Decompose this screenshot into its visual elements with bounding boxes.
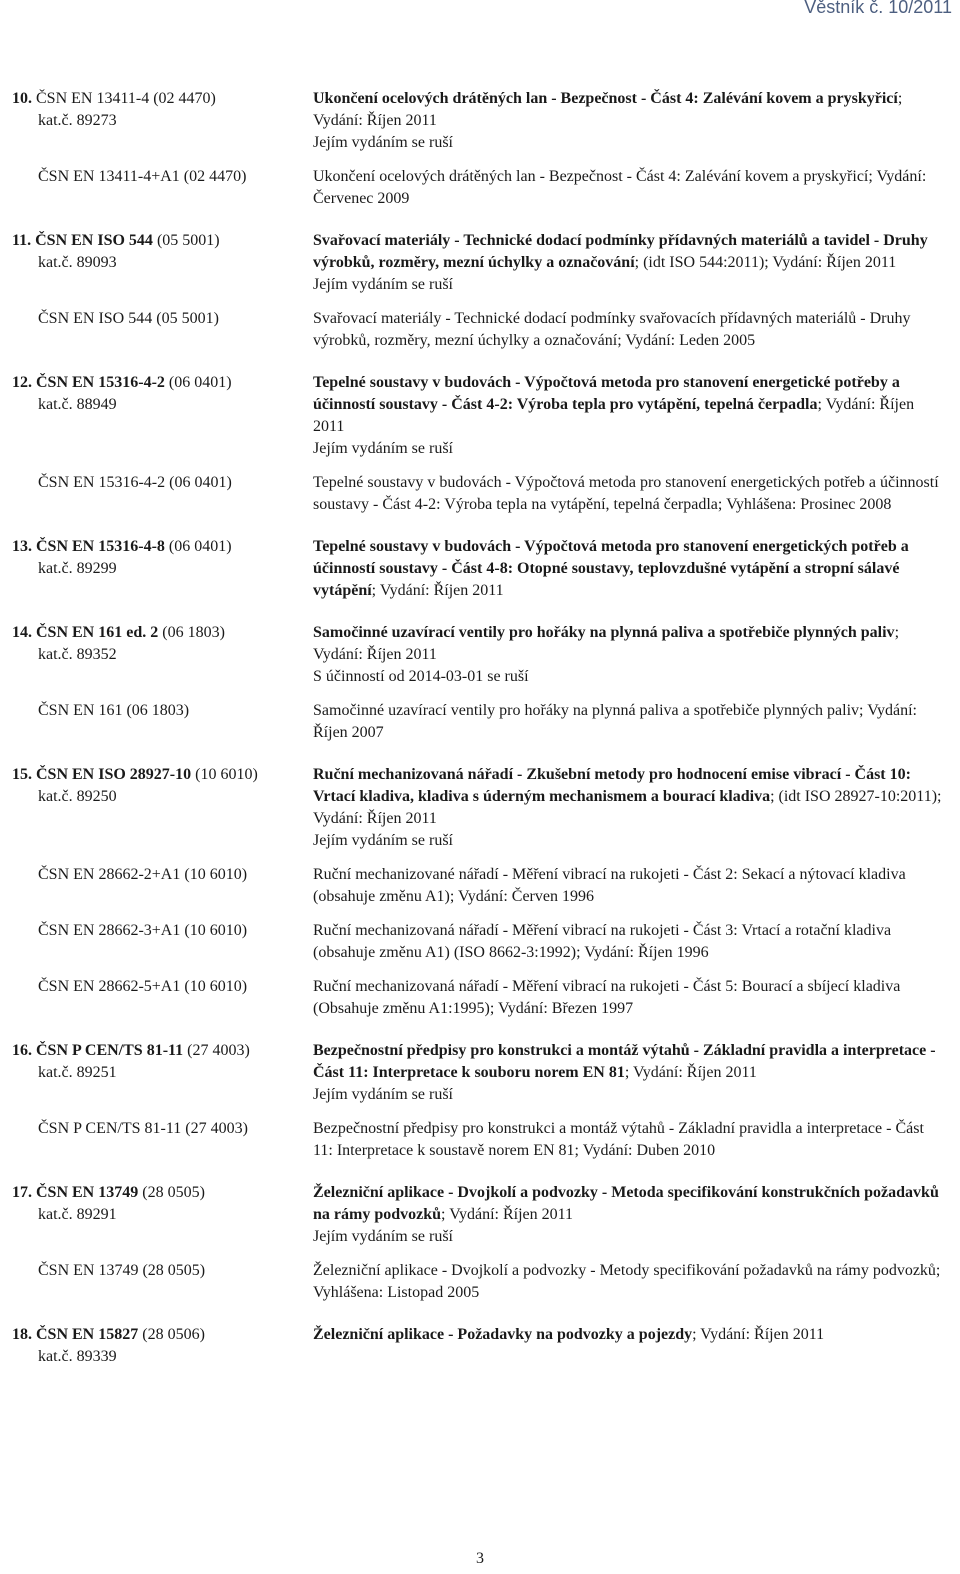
- replaced-standard-description: Ruční mechanizované nářadí - Měření vibrací na rukojeti - Část 2: Sekací a nýtovací kladiva (obsahuje změnu A1); Vydání: Červen 1996: [313, 866, 906, 905]
- catalog-number: kat.č. 89273: [38, 112, 117, 129]
- new-standard-row: [12, 536, 942, 602]
- standards-list: [12, 88, 942, 1388]
- replaced-standard-id: ČSN EN 28662-5+A1 (10 6010): [38, 978, 248, 995]
- replaced-standard-description: Tepelné soustavy v budovách - Výpočtová metoda pro stanovení energetických potřeb a účinností soustavy - Část 4-2: Výroba tepla na vytápění, tepelná čerpadla; Vyhlášena: Prosinec 2008: [313, 474, 939, 513]
- classification-code: (06 0401): [168, 374, 232, 391]
- replaced-standard-description: Bezpečnostní předpisy pro konstrukci a montáž výtahů - Základní pravidla a interpretace - Část 11: Interpretace k soustavě norem EN 81; Vydání: Duben 2010: [313, 1120, 924, 1159]
- catalog-number: kat.č. 89250: [38, 788, 117, 805]
- standard-id-column: [12, 1040, 313, 1106]
- issue-info: ; (idt ISO 28927-10:2011); Vydání: Říjen 2011: [313, 788, 942, 827]
- replacement-note: Jejím vydáním se ruší: [313, 276, 453, 293]
- standard-title: Samočinné uzavírací ventily pro hořáky na plynná paliva a spotřebiče plynných paliv: [313, 624, 895, 641]
- standard-title: Tepelné soustavy v budovách - Výpočtová metoda pro stanovení energetických potřeb a účinností soustavy - Část 4-8: Otopné soustavy, teplovzdušné vytápění a stropní sálavé vytápění: [313, 538, 909, 599]
- standard-title: Svařovací materiály - Technické dodací podmínky přídavných materiálů a tavidel - Druhy výrobků, rozměry, mezní úchylky a označování: [313, 232, 928, 271]
- catalog-number: kat.č. 89291: [38, 1206, 117, 1223]
- page-number: 3: [476, 1550, 484, 1567]
- classification-code: (28 0505): [142, 1184, 205, 1201]
- standard-description: [313, 230, 942, 296]
- catalog-number: kat.č. 89339: [38, 1348, 117, 1365]
- standard-id-column: [12, 622, 313, 688]
- classification-code: (05 5001): [156, 232, 220, 249]
- standard-description: [313, 88, 942, 154]
- standard-id: ČSN EN 161 ed. 2: [36, 624, 159, 641]
- standard-description: [313, 764, 942, 852]
- standard-id-line: [12, 622, 313, 644]
- entry-number: 10.: [12, 90, 32, 107]
- standard-id-line: [12, 764, 313, 786]
- replaced-standard-id-column: [12, 1260, 313, 1304]
- replaced-standard-row: [12, 472, 942, 516]
- new-standard-row: [12, 622, 942, 688]
- issue-info: ; Vydání: Říjen 2011: [313, 624, 900, 663]
- standard-id: ČSN EN 15827: [36, 1326, 139, 1343]
- classification-code: (28 0506): [142, 1326, 205, 1343]
- standard-id-column: [12, 764, 313, 852]
- replacement-note: S účinností od 2014-03-01 se ruší: [313, 668, 529, 685]
- catalog-number: kat.č. 88949: [38, 396, 117, 413]
- standard-title: Železniční aplikace - Požadavky na podvozky a pojezdy: [313, 1326, 693, 1343]
- standard-id-column: [12, 1324, 313, 1368]
- replaced-standard-row: [12, 864, 942, 908]
- replacement-note: Jejím vydáním se ruší: [313, 440, 453, 457]
- replaced-standard-id-column: [12, 920, 313, 964]
- replaced-standard-description: Ukončení ocelových drátěných lan - Bezpečnost - Část 4: Zalévání kovem a pryskyřicí; Vydání: Červenec 2009: [313, 168, 927, 207]
- catalog-number: kat.č. 89093: [38, 254, 117, 271]
- standard-id-line: [12, 230, 313, 252]
- standard-id: ČSN EN ISO 28927-10: [36, 766, 192, 783]
- standard-id-column: [12, 372, 313, 460]
- new-standard-row: [12, 88, 942, 154]
- standard-id-line: [12, 372, 313, 394]
- catalog-number: kat.č. 89352: [38, 646, 117, 663]
- entry-number: 15.: [12, 766, 32, 783]
- standard-id: ČSN EN ISO 544: [35, 232, 153, 249]
- replaced-standard-row: [12, 976, 942, 1020]
- issue-info: ; Vydání: Říjen 2011: [313, 396, 915, 435]
- standard-id: ČSN EN 15316-4-2: [36, 374, 165, 391]
- standard-entry: [12, 622, 942, 744]
- standard-title-block: [313, 764, 942, 830]
- issue-info: ; Vydání: Říjen 2011: [441, 1206, 574, 1223]
- classification-code: (10 6010): [195, 766, 258, 783]
- replaced-standard-row: [12, 700, 942, 744]
- standard-title: Bezpečnostní předpisy pro konstrukci a montáž výtahů - Základní pravidla a interpretace - Část 11: Interpretace k souboru norem EN 81: [313, 1042, 936, 1081]
- standard-entry: [12, 1040, 942, 1162]
- standard-entry: [12, 372, 942, 516]
- replacement-note: Jejím vydáním se ruší: [313, 832, 453, 849]
- standard-entry: [12, 1182, 942, 1304]
- catalog-number: kat.č. 89299: [38, 560, 117, 577]
- replaced-standard-id-column: [12, 864, 313, 908]
- issue-info: ; Vydání: Říjen 2011: [692, 1326, 825, 1343]
- new-standard-row: [12, 764, 942, 852]
- standard-id-column: [12, 536, 313, 602]
- standard-description: [313, 372, 942, 460]
- standard-title-block: [313, 230, 942, 274]
- replaced-standard-row: [12, 308, 942, 352]
- entry-number: 17.: [12, 1184, 32, 1201]
- issue-info: ; Vydání: Říjen 2011: [624, 1064, 757, 1081]
- new-standard-row: [12, 1324, 942, 1368]
- standard-entry: [12, 88, 942, 210]
- standard-id-line: [12, 1182, 313, 1204]
- standard-title-block: [313, 372, 942, 438]
- replaced-standard-id: ČSN P CEN/TS 81-11 (27 4003): [38, 1120, 248, 1137]
- replaced-standard-id-column: [12, 1118, 313, 1162]
- replaced-standard-id-column: [12, 472, 313, 516]
- standard-id-line: [12, 536, 313, 558]
- standard-id: ČSN EN 13749: [36, 1184, 139, 1201]
- page-header: Věstník č. 10/2011: [804, 0, 952, 17]
- standard-title-block: [313, 88, 942, 132]
- standard-title-block: [313, 536, 942, 602]
- replaced-standard-id-column: [12, 976, 313, 1020]
- replaced-standard-id: ČSN EN 161 (06 1803): [38, 702, 190, 719]
- replaced-standard-id: ČSN EN 28662-3+A1 (10 6010): [38, 922, 248, 939]
- standard-id: ČSN EN 13411-4: [36, 90, 150, 107]
- standard-title: Tepelné soustavy v budovách - Výpočtová metoda pro stanovení energetické potřeby a účinností soustavy - Část 4-2: Výroba tepla pro vytápění, tepelná čerpadla: [313, 374, 900, 413]
- replaced-standard-description: Železniční aplikace - Dvojkolí a podvozky - Metody specifikování požadavků na rámy podvozků; Vyhlášena: Listopad 2005: [313, 1262, 941, 1301]
- standard-id-column: [12, 88, 313, 154]
- replacement-note: Jejím vydáním se ruší: [313, 1228, 453, 1245]
- new-standard-row: [12, 1182, 942, 1248]
- replaced-standard-id: ČSN EN 15316-4-2 (06 0401): [38, 474, 232, 491]
- entry-number: 14.: [12, 624, 32, 641]
- standard-description: [313, 622, 942, 688]
- new-standard-row: [12, 372, 942, 460]
- standard-entry: [12, 764, 942, 1020]
- standard-id-column: [12, 230, 313, 296]
- classification-code: (02 4470): [153, 90, 216, 107]
- catalog-number: kat.č. 89251: [38, 1064, 117, 1081]
- issue-info: ; Vydání: Říjen 2011: [371, 582, 504, 599]
- standard-entry: [12, 536, 942, 602]
- replaced-standard-id: ČSN EN ISO 544 (05 5001): [38, 310, 219, 327]
- entry-number: 11.: [12, 232, 32, 249]
- classification-code: (06 1803): [162, 624, 225, 641]
- replaced-standard-description: Svařovací materiály - Technické dodací podmínky svařovacích přídavných materiálů - Druhy výrobků, rozměry, mezní úchylky a označování; Vydání: Leden 2005: [313, 310, 911, 349]
- replaced-standard-id-column: [12, 166, 313, 210]
- replaced-standard-description: Samočinné uzavírací ventily pro hořáky na plynná paliva a spotřebiče plynných paliv; Vydání: Říjen 2007: [313, 702, 917, 741]
- standard-id: ČSN P CEN/TS 81-11: [36, 1042, 184, 1059]
- standard-title-block: [313, 1182, 942, 1226]
- replaced-standard-row: [12, 1260, 942, 1304]
- entry-number: 12.: [12, 374, 32, 391]
- standard-description: [313, 1324, 942, 1368]
- standard-description: [313, 536, 942, 602]
- replacement-note: Jejím vydáním se ruší: [313, 1086, 453, 1103]
- standard-id-line: [12, 1040, 313, 1062]
- standard-title-block: [313, 1324, 942, 1346]
- entry-number: 13.: [12, 538, 32, 555]
- standard-description: [313, 1040, 942, 1106]
- standard-title: Ruční mechanizovaná nářadí - Zkušební metody pro hodnocení emise vibrací - Část 10: Vrtací kladiva, kladiva s úderným mechanismem a bourací kladiva: [313, 766, 911, 805]
- replaced-standard-id-column: [12, 700, 313, 744]
- issue-info: ; (idt ISO 544:2011); Vydání: Říjen 2011: [634, 254, 897, 271]
- issue-info: ; Vydání: Říjen 2011: [313, 90, 903, 129]
- replaced-standard-description: Ruční mechanizovaná nářadí - Měření vibrací na rukojeti - Část 5: Bourací a sbíjecí kladiva (Obsahuje změnu A1:1995); Vydání: Březen 1997: [313, 978, 901, 1017]
- new-standard-row: [12, 1040, 942, 1106]
- replaced-standard-id: ČSN EN 28662-2+A1 (10 6010): [38, 866, 248, 883]
- replaced-standard-id: ČSN EN 13411-4+A1 (02 4470): [38, 168, 247, 185]
- classification-code: (27 4003): [187, 1042, 250, 1059]
- standard-title: Železniční aplikace - Dvojkolí a podvozky - Metoda specifikování konstrukčních požadavků na rámy podvozků: [313, 1184, 939, 1223]
- standard-entry: [12, 1324, 942, 1368]
- replaced-standard-row: [12, 166, 942, 210]
- standard-title: Ukončení ocelových drátěných lan - Bezpečnost - Část 4: Zalévání kovem a pryskyřicí: [313, 90, 898, 107]
- standard-description: [313, 1182, 942, 1248]
- entry-number: 18.: [12, 1326, 32, 1343]
- standard-id-column: [12, 1182, 313, 1248]
- replacement-note: Jejím vydáním se ruší: [313, 134, 453, 151]
- new-standard-row: [12, 230, 942, 296]
- replaced-standard-row: [12, 920, 942, 964]
- classification-code: (06 0401): [168, 538, 232, 555]
- standard-title-block: [313, 622, 942, 666]
- standard-id-line: [12, 1324, 313, 1346]
- standard-title-block: [313, 1040, 942, 1084]
- standard-id: ČSN EN 15316-4-8: [36, 538, 165, 555]
- replaced-standard-description: Ruční mechanizovaná nářadí - Měření vibrací na rukojeti - Část 3: Vrtací a rotační kladiva (obsahuje změnu A1) (ISO 8662-3:1992); Vydání: Říjen 1996: [313, 922, 892, 961]
- replaced-standard-row: [12, 1118, 942, 1162]
- standard-entry: [12, 230, 942, 352]
- replaced-standard-id: ČSN EN 13749 (28 0505): [38, 1262, 206, 1279]
- entry-number: 16.: [12, 1042, 32, 1059]
- replaced-standard-id-column: [12, 308, 313, 352]
- standard-id-line: [12, 88, 313, 110]
